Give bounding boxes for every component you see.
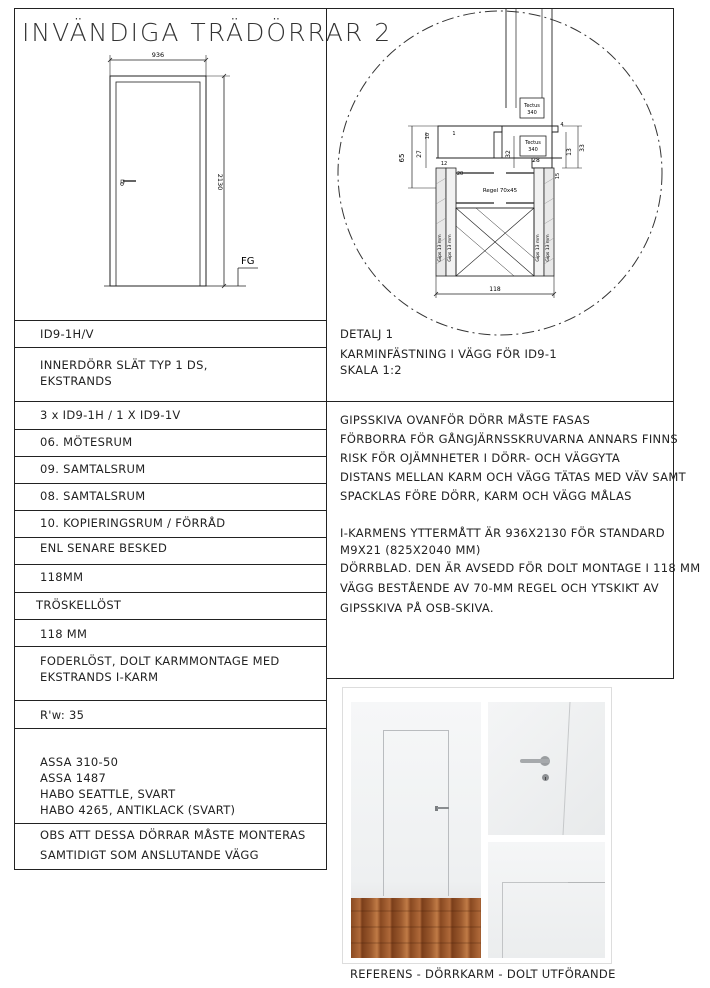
room-10: 10. KOPIERINGSRUM / FÖRRÅD [40, 516, 226, 530]
svg-text:340: 340 [527, 110, 537, 116]
note-6: I-KARMENS YTTERMÅTT ÄR 936X2130 FÖR STANDARD [340, 526, 665, 540]
hardware-1: ASSA 310-50 [40, 755, 119, 769]
detail-subheading: KARMINFÄSTNING I VÄGG FÖR ID9-1 [340, 347, 557, 361]
svg-text:340: 340 [528, 147, 538, 153]
door-id: ID9-1H/V [40, 327, 94, 341]
svg-text:27: 27 [416, 150, 423, 158]
svg-text:Tectus: Tectus [525, 140, 541, 146]
height-dimension: 2130 [216, 173, 224, 191]
door-elevation-drawing [100, 50, 260, 290]
reference-photo-frame-corner [488, 842, 605, 958]
room-06: 06. MÖTESRUM [40, 435, 133, 449]
frame-detail-drawing [326, 8, 674, 338]
svg-text:Gips 13 mm: Gips 13 mm [546, 234, 551, 262]
svg-text:4: 4 [560, 122, 564, 128]
wall-thickness: 118MM [40, 570, 84, 584]
svg-text:15: 15 [555, 172, 561, 180]
hardware-4: HABO 4265, ANTIKLACK (SVART) [40, 803, 236, 817]
svg-text:Gips 13 mm: Gips 13 mm [438, 234, 443, 262]
svg-text:65: 65 [398, 153, 406, 163]
note-7: M9X21 (825X2040 MM) [340, 543, 481, 557]
page-title: INVÄNDIGA TRÄDÖRRAR 2 [22, 18, 393, 47]
door-quantity: 3 x ID9-1H / 1 X ID9-1V [40, 408, 181, 422]
note-5: SPACKLAS FÖRE DÖRR, KARM OCH VÄGG MÅLAS [340, 489, 632, 503]
door-type: INNERDÖRR SLÄT TYP 1 DS, [40, 358, 208, 372]
svg-text:33: 33 [579, 144, 586, 152]
note-9: VÄGG BESTÅENDE AV 70-MM REGEL OCH YTSKIKT AV [340, 581, 659, 595]
reference-photo-handle [488, 702, 605, 835]
hardware-2: ASSA 1487 [40, 771, 107, 785]
svg-text:20: 20 [456, 171, 464, 177]
svg-text:Gips 13 mm: Gips 13 mm [448, 234, 453, 262]
room-08: 08. SAMTALSRUM [40, 489, 146, 503]
threshold: TRÖSKELLÖST [36, 598, 122, 612]
note-10: GIPSSKIVA PÅ OSB-SKIVA. [340, 601, 494, 615]
svg-text:118: 118 [489, 286, 501, 293]
note-1: GIPSSKIVA OVANFÖR DÖRR MÅSTE FASAS [340, 413, 591, 427]
note-line-1: OBS ATT DESSA DÖRRAR MÅSTE MONTERAS [40, 828, 306, 842]
floor-label: FG [241, 256, 255, 267]
svg-text:12: 12 [440, 161, 448, 167]
note-3: RISK FÖR OJÄMNHETER I DÖRR- OCH VÄGGYTA [340, 451, 621, 465]
reference-caption: REFERENS - DÖRRKARM - DOLT UTFÖRANDE [350, 967, 616, 981]
hardware-3: HABO SEATTLE, SVART [40, 787, 176, 801]
detail-scale: SKALA 1:2 [340, 363, 402, 377]
note-8: DÖRRBLAD. DEN ÄR AVSEDD FÖR DOLT MONTAGE I 118 MM [340, 561, 701, 575]
door-manufacturer: EKSTRANDS [40, 374, 112, 388]
svg-text:Regel 70x45: Regel 70x45 [482, 188, 518, 194]
finish-spec: ENL SENARE BESKED [40, 541, 168, 555]
svg-text:13: 13 [566, 148, 573, 156]
frame-depth: 118 MM [40, 627, 88, 641]
note-line-2: SAMTIDIGT SOM ANSLUTANDE VÄGG [40, 848, 259, 862]
detail-heading: DETALJ 1 [340, 327, 394, 341]
svg-text:1: 1 [452, 131, 456, 137]
room-09: 09. SAMTALSRUM [40, 462, 146, 476]
mounting-line-2: EKSTRANDS I-KARM [40, 670, 159, 684]
svg-text:10: 10 [425, 132, 431, 140]
width-dimension: 936 [151, 51, 165, 59]
svg-text:32: 32 [505, 150, 512, 158]
note-2: FÖRBORRA FÖR GÅNGJÄRNSSKRUVARNA ANNARS FINNS [340, 432, 678, 446]
reference-photo-door [351, 702, 481, 958]
svg-text:Tectus: Tectus [524, 103, 540, 109]
sound-rating: R'w: 35 [40, 708, 85, 722]
svg-text:Gips 13 mm: Gips 13 mm [536, 234, 541, 262]
note-4: DISTANS MELLAN KARM OCH VÄGG TÄTAS MED VÄV SAMT [340, 470, 686, 484]
mounting-line-1: FODERLÖST, DOLT KARMMONTAGE MED [40, 654, 280, 668]
svg-text:28: 28 [532, 157, 540, 164]
